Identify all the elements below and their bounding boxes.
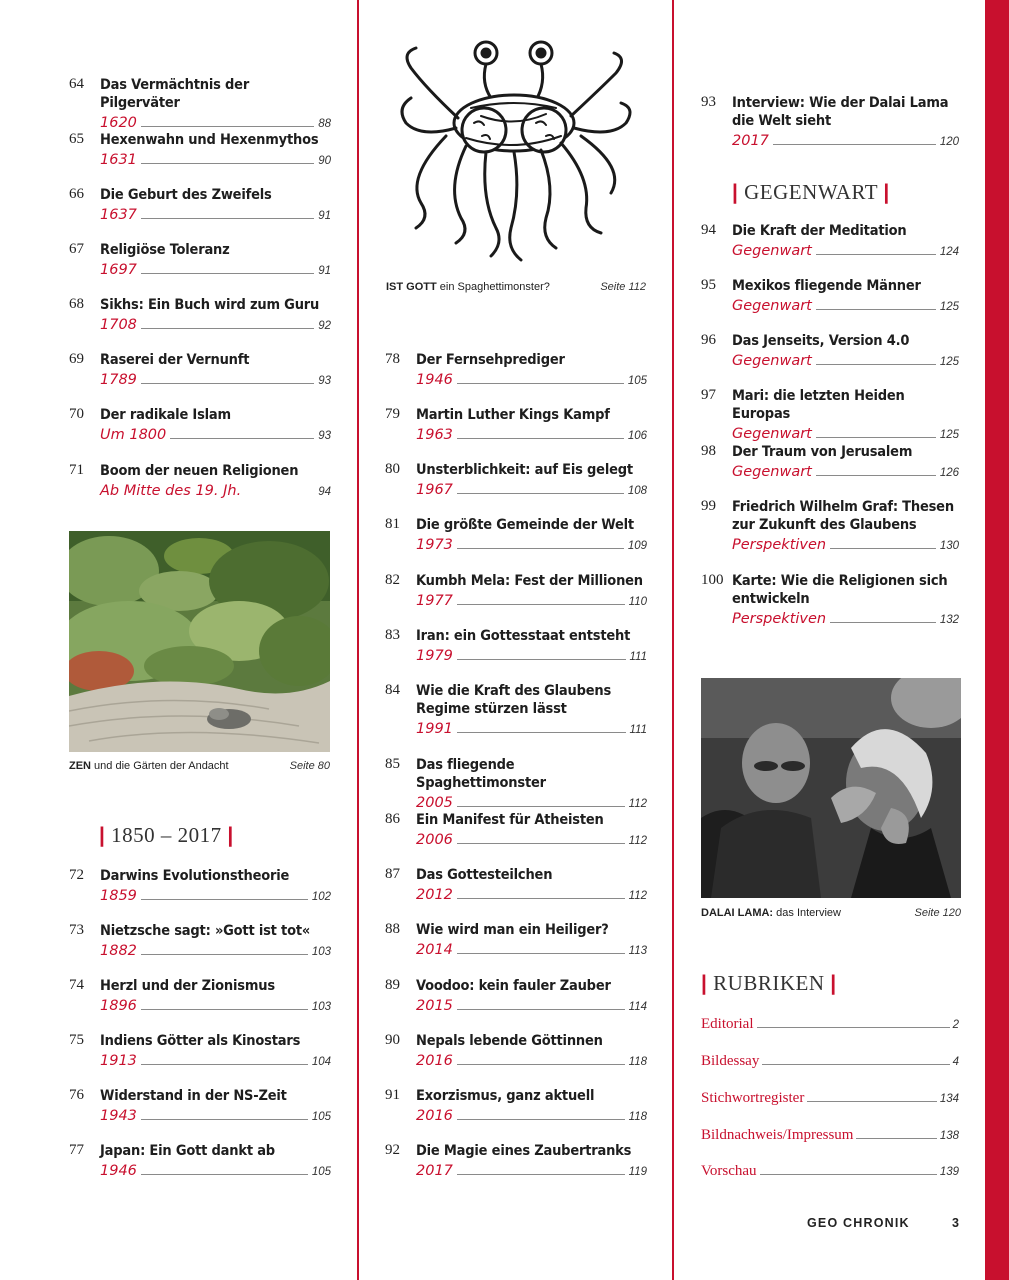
rubrik-bildnachweis-impressum[interactable] [701, 1124, 959, 1144]
toc-entry-92[interactable] [385, 1142, 647, 1179]
leader-line [141, 954, 308, 955]
entry-title: Der Traum von Jerusalem [732, 444, 913, 460]
entry-year: Gegenwart [732, 243, 812, 259]
entry-number: 76 [69, 1087, 84, 1103]
entry-title: Nietzsche sagt: »Gott ist tot« [100, 923, 311, 939]
leader-line [141, 273, 314, 274]
toc-entry-64[interactable] [69, 76, 331, 131]
leader-line [816, 475, 936, 476]
toc-entry-70[interactable] [69, 406, 331, 443]
rubrik-label: Bildnachweis/Impressum [701, 1127, 854, 1143]
entry-year: 1991 [416, 721, 453, 737]
rubrik-page: 138 [939, 1130, 959, 1142]
entry-number: 90 [385, 1032, 400, 1048]
toc-entry-68[interactable] [69, 296, 331, 333]
entry-year: 1859 [100, 888, 137, 904]
leader-line [457, 438, 624, 439]
entry-year: Gegenwart [732, 298, 812, 314]
entry-number: 67 [69, 241, 84, 257]
entry-page: 112 [628, 798, 647, 810]
leader-line [457, 383, 624, 384]
entry-page: 118 [628, 1056, 647, 1068]
toc-entry-99[interactable] [701, 498, 959, 553]
entry-title: Boom der neuen Religionen [100, 463, 299, 479]
entry-page: 113 [628, 945, 647, 957]
caption-text: das Interview [773, 907, 841, 919]
rubrik-page: 2 [952, 1019, 959, 1031]
leader-line [457, 604, 625, 605]
entry-year: 1913 [100, 1053, 137, 1069]
caption-bold: DALAI LAMA: [701, 907, 774, 919]
entry-title: Nepals lebende Göttinnen [416, 1033, 603, 1049]
entry-page: 93 [318, 375, 331, 387]
entry-number: 64 [69, 76, 84, 92]
leader-line [457, 659, 626, 660]
leader-line [457, 1174, 625, 1175]
leader-line [457, 953, 625, 954]
entry-number: 73 [69, 922, 84, 938]
leader-line [757, 1027, 950, 1028]
entry-title: Exorzismus, ganz aktuell [416, 1088, 595, 1104]
entry-title-line2: Regime stürzen lässt [416, 701, 567, 717]
leader-line [457, 806, 625, 807]
leader-line [457, 493, 624, 494]
entry-page: 102 [311, 891, 331, 903]
entry-title: Herzl und der Zionismus [100, 978, 275, 994]
leader-line [141, 218, 314, 219]
entry-title-line1: Friedrich Wilhelm Graf: Thesen [732, 499, 954, 515]
entry-title: Unsterblichkeit: auf Eis gelegt [416, 462, 633, 478]
toc-entry-79[interactable] [385, 406, 647, 443]
section-title: 1850 – 2017 [111, 823, 222, 847]
entry-number: 79 [385, 406, 400, 422]
magazine-name: GEO CHRONIK [807, 1216, 910, 1230]
toc-entry-72[interactable] [69, 867, 331, 904]
entry-title: Die Kraft der Meditation [732, 223, 907, 239]
leader-line [773, 144, 936, 145]
leader-line [141, 126, 314, 127]
leader-line [816, 254, 936, 255]
entry-year: Perspektiven [732, 611, 827, 627]
entry-year: Gegenwart [732, 464, 812, 480]
rubrik-stichwortregister[interactable] [701, 1087, 959, 1107]
entry-number: 95 [701, 277, 716, 293]
entry-year: 2006 [416, 832, 453, 848]
entry-number: 86 [385, 811, 400, 827]
entry-number: 65 [69, 131, 84, 147]
entry-year: Gegenwart [732, 353, 812, 369]
entry-title-line1: Karte: Wie die Religionen sich [732, 573, 948, 589]
toc-entry-97[interactable] [701, 387, 959, 442]
entry-year: 2017 [416, 1163, 453, 1179]
leader-line [457, 898, 625, 899]
entry-page: 106 [627, 430, 647, 442]
entry-title-line2: zur Zukunft des Glaubens [732, 517, 917, 533]
toc-entry-85[interactable] [385, 756, 647, 811]
entry-title: Die Magie eines Zaubertranks [416, 1143, 632, 1159]
rubrik-label: Editorial [701, 1016, 754, 1032]
entry-number: 84 [385, 682, 400, 698]
leader-line [457, 1119, 625, 1120]
leader-line [830, 622, 936, 623]
entry-page: 112 [628, 835, 647, 847]
entry-title: Das Gottesteilchen [416, 867, 553, 883]
entry-year: 1979 [416, 648, 453, 664]
entry-title: Der radikale Islam [100, 407, 231, 423]
toc-entry-77[interactable] [69, 1142, 331, 1179]
entry-title: Mari: die letzten Heiden Europas [732, 388, 905, 422]
entry-number: 98 [701, 443, 716, 459]
toc-entry-65[interactable] [69, 131, 331, 168]
entry-page: 130 [939, 540, 959, 552]
caption-text: ein Spaghettimonster? [436, 281, 550, 293]
entry-year: 1963 [416, 427, 453, 443]
entry-page: 88 [318, 118, 331, 130]
entry-year: 2012 [416, 887, 453, 903]
caption-text: und die Gärten der Andacht [91, 760, 229, 772]
toc-entry-88[interactable] [385, 921, 647, 958]
entry-title: Voodoo: kein fauler Zauber [416, 978, 611, 994]
entry-number: 82 [385, 572, 400, 588]
entry-title: Japan: Ein Gott dankt ab [100, 1143, 275, 1159]
entry-page: 109 [627, 540, 647, 552]
entry-year: 1631 [100, 152, 137, 168]
toc-entry-96[interactable] [701, 332, 959, 369]
entry-page: 105 [311, 1166, 331, 1178]
entry-page: 108 [627, 485, 647, 497]
leader-line [457, 1064, 625, 1065]
entry-year: 1697 [100, 262, 137, 278]
entry-number: 70 [69, 406, 84, 422]
page-edge-bar [985, 0, 1009, 1280]
toc-entry-76[interactable] [69, 1087, 331, 1124]
entry-number: 78 [385, 351, 400, 367]
leader-line [457, 548, 624, 549]
leader-line [760, 1174, 937, 1175]
caption-bold: IST GOTT [386, 281, 437, 293]
entry-year: 1943 [100, 1108, 137, 1124]
section-heading-rubriken: | RUBRIKEN | [701, 971, 837, 995]
leader-line [457, 1009, 625, 1010]
toc-entry-84[interactable] [385, 682, 647, 737]
entry-year: 2014 [416, 942, 453, 958]
entry-title: Kumbh Mela: Fest der Millionen [416, 573, 643, 589]
entry-page: 92 [318, 320, 331, 332]
toc-entry-100[interactable] [701, 572, 959, 627]
entry-title: Der Fernsehprediger [416, 352, 565, 368]
entry-number: 94 [701, 222, 716, 238]
leader-line [141, 163, 314, 164]
entry-page: 103 [311, 1001, 331, 1013]
leader-line [141, 1119, 308, 1120]
entry-title: Das fliegende Spaghettimonster [416, 757, 546, 791]
toc-entry-95[interactable] [701, 277, 959, 314]
entry-title-line1: Interview: Wie der Dalai Lama [732, 95, 949, 111]
entry-year: 1637 [100, 207, 137, 223]
section-title: RUBRIKEN [713, 971, 825, 995]
entry-title: Wie wird man ein Heiliger? [416, 922, 609, 938]
entry-page: 119 [628, 1166, 647, 1178]
entry-number: 89 [385, 977, 400, 993]
toc-entry-81[interactable] [385, 516, 647, 553]
leader-line [457, 732, 626, 733]
caption-bold: ZEN [69, 760, 91, 772]
entry-year: 2015 [416, 998, 453, 1014]
entry-number: 91 [385, 1087, 400, 1103]
caption-page: Seite 120 [914, 907, 961, 919]
entry-page: 110 [628, 596, 647, 608]
entry-page: 94 [318, 486, 331, 498]
spaghetti-image-caption [386, 281, 646, 293]
toc-entry-90[interactable] [385, 1032, 647, 1069]
entry-page: 105 [627, 375, 647, 387]
toc-entry-78[interactable] [385, 351, 647, 388]
entry-year: 1967 [416, 482, 453, 498]
section-heading-1850-2017: | 1850 – 2017 | [99, 823, 234, 847]
leader-line [141, 899, 308, 900]
column-divider-2 [672, 0, 674, 1280]
leader-line [141, 1009, 308, 1010]
rubrik-page: 134 [939, 1093, 959, 1105]
rubrik-page: 139 [939, 1166, 959, 1178]
entry-page: 112 [628, 890, 647, 902]
entry-number: 100 [701, 572, 724, 588]
entry-number: 97 [701, 387, 716, 403]
toc-entry-86[interactable] [385, 811, 647, 848]
entry-number: 72 [69, 867, 84, 883]
entry-title: Die größte Gemeinde der Welt [416, 517, 634, 533]
entry-title: Sikhs: Ein Buch wird zum Guru [100, 297, 320, 313]
column-divider-1 [357, 0, 359, 1280]
entry-number: 69 [69, 351, 84, 367]
entry-title: Das Vermächtnis der Pilgerväter [100, 77, 250, 111]
leader-line [816, 309, 936, 310]
toc-entry-82[interactable] [385, 572, 647, 609]
entry-year: Perspektiven [732, 537, 827, 553]
leader-line [762, 1064, 949, 1065]
toc-entry-87[interactable] [385, 866, 647, 903]
entry-page: 104 [311, 1056, 331, 1068]
spaghetti-monster-illustration[interactable] [386, 28, 648, 273]
entry-page: 125 [939, 429, 959, 441]
entry-page: 114 [628, 1001, 647, 1013]
leader-line [457, 843, 625, 844]
leader-line [816, 437, 936, 438]
leader-line [856, 1138, 936, 1139]
section-heading-gegenwart: | GEGENWART | [732, 180, 890, 204]
zen-garden-photo[interactable] [69, 531, 330, 752]
entry-page: 118 [628, 1111, 647, 1123]
entry-title: Widerstand in der NS-Zeit [100, 1088, 287, 1104]
entry-title-line2: entwickeln [732, 591, 810, 607]
entry-title: Religiöse Toleranz [100, 242, 230, 258]
toc-entry-93[interactable] [701, 94, 959, 149]
rubrik-label: Stichwortregister [701, 1090, 805, 1106]
rubrik-page: 4 [952, 1056, 959, 1068]
entry-title: Raserei der Vernunft [100, 352, 250, 368]
toc-entry-75[interactable] [69, 1032, 331, 1069]
entry-page: 124 [939, 246, 959, 258]
entry-number: 80 [385, 461, 400, 477]
entry-page: 125 [939, 301, 959, 313]
entry-title-line1: Wie die Kraft des Glaubens [416, 683, 612, 699]
entry-year: Ab Mitte des 19. Jh. [100, 483, 242, 499]
toc-entry-98[interactable] [701, 443, 959, 480]
rubrik-label: Vorschau [701, 1163, 757, 1179]
entry-year: 1789 [100, 372, 137, 388]
dalai-lama-image-caption [701, 907, 961, 919]
section-title: GEGENWART [744, 180, 878, 204]
entry-title-line2: die Welt sieht [732, 113, 831, 129]
entry-page: 91 [318, 210, 331, 222]
entry-year: 2016 [416, 1053, 453, 1069]
toc-entry-69[interactable] [69, 351, 331, 388]
caption-page: Seite 80 [289, 760, 330, 772]
entry-number: 96 [701, 332, 716, 348]
entry-title: Mexikos fliegende Männer [732, 278, 921, 294]
entry-number: 81 [385, 516, 400, 532]
entry-page: 111 [629, 651, 647, 663]
entry-number: 92 [385, 1142, 400, 1158]
entry-number: 75 [69, 1032, 84, 1048]
entry-page: 91 [318, 265, 331, 277]
toc-entry-89[interactable] [385, 977, 647, 1014]
leader-line [141, 328, 314, 329]
dalai-lama-photo[interactable] [701, 678, 961, 898]
entry-number: 93 [701, 94, 716, 110]
leader-line [141, 383, 314, 384]
toc-entry-80[interactable] [385, 461, 647, 498]
rubrik-vorschau[interactable] [701, 1160, 959, 1180]
entry-year: 2017 [732, 133, 769, 149]
entry-number: 99 [701, 498, 716, 514]
entry-page: 90 [318, 155, 331, 167]
entry-year: 1946 [416, 372, 453, 388]
entry-title: Iran: ein Gottesstaat entsteht [416, 628, 631, 644]
toc-entry-91[interactable] [385, 1087, 647, 1124]
entry-page: 111 [629, 724, 647, 736]
entry-page: 93 [318, 430, 331, 442]
entry-title: Hexenwahn und Hexenmythos [100, 132, 319, 148]
toc-entry-71[interactable] [69, 462, 331, 499]
caption-page: Seite 112 [600, 281, 646, 293]
entry-number: 88 [385, 921, 400, 937]
entry-title: Martin Luther Kings Kampf [416, 407, 610, 423]
entry-number: 74 [69, 977, 84, 993]
leader-line [807, 1101, 937, 1102]
entry-number: 68 [69, 296, 84, 312]
entry-page: 125 [939, 356, 959, 368]
toc-entry-94[interactable] [701, 222, 959, 259]
entry-page: 120 [939, 136, 959, 148]
leader-line [816, 364, 936, 365]
entry-number: 83 [385, 627, 400, 643]
entry-title: Ein Manifest für Atheisten [416, 812, 604, 828]
entry-page: 132 [939, 614, 959, 626]
entry-title: Darwins Evolutionstheorie [100, 868, 290, 884]
entry-year: 2005 [416, 795, 453, 811]
rubrik-editorial[interactable] [701, 1013, 959, 1033]
rubrik-label: Bildessay [701, 1053, 760, 1069]
entry-title: Die Geburt des Zweifels [100, 187, 272, 203]
toc-entry-67[interactable] [69, 241, 331, 278]
entry-number: 85 [385, 756, 400, 772]
toc-entry-66[interactable] [69, 186, 331, 223]
rubrik-bildessay[interactable] [701, 1050, 959, 1070]
page-number: 3 [952, 1216, 961, 1230]
toc-entry-73[interactable] [69, 922, 331, 959]
entry-number: 71 [69, 462, 84, 478]
leader-line [830, 548, 936, 549]
entry-year: 1946 [100, 1163, 137, 1179]
entry-page: 105 [311, 1111, 331, 1123]
toc-entry-74[interactable] [69, 977, 331, 1014]
entry-page: 103 [311, 946, 331, 958]
zen-image-caption [69, 760, 330, 772]
entry-year: 1882 [100, 943, 137, 959]
entry-year: 1896 [100, 998, 137, 1014]
entry-year: 1708 [100, 317, 137, 333]
leader-line [170, 438, 314, 439]
toc-entry-83[interactable] [385, 627, 647, 664]
entry-year: 2016 [416, 1108, 453, 1124]
entry-year: Gegenwart [732, 426, 812, 442]
leader-line [141, 1064, 308, 1065]
entry-number: 66 [69, 186, 84, 202]
entry-year: Um 1800 [100, 427, 167, 443]
entry-title: Indiens Götter als Kinostars [100, 1033, 301, 1049]
entry-number: 77 [69, 1142, 84, 1158]
entry-year: 1973 [416, 537, 453, 553]
entry-year: 1620 [100, 115, 137, 131]
leader-line [141, 1174, 308, 1175]
entry-title: Das Jenseits, Version 4.0 [732, 333, 910, 349]
entry-number: 87 [385, 866, 400, 882]
entry-year: 1977 [416, 593, 453, 609]
entry-page: 126 [939, 467, 959, 479]
